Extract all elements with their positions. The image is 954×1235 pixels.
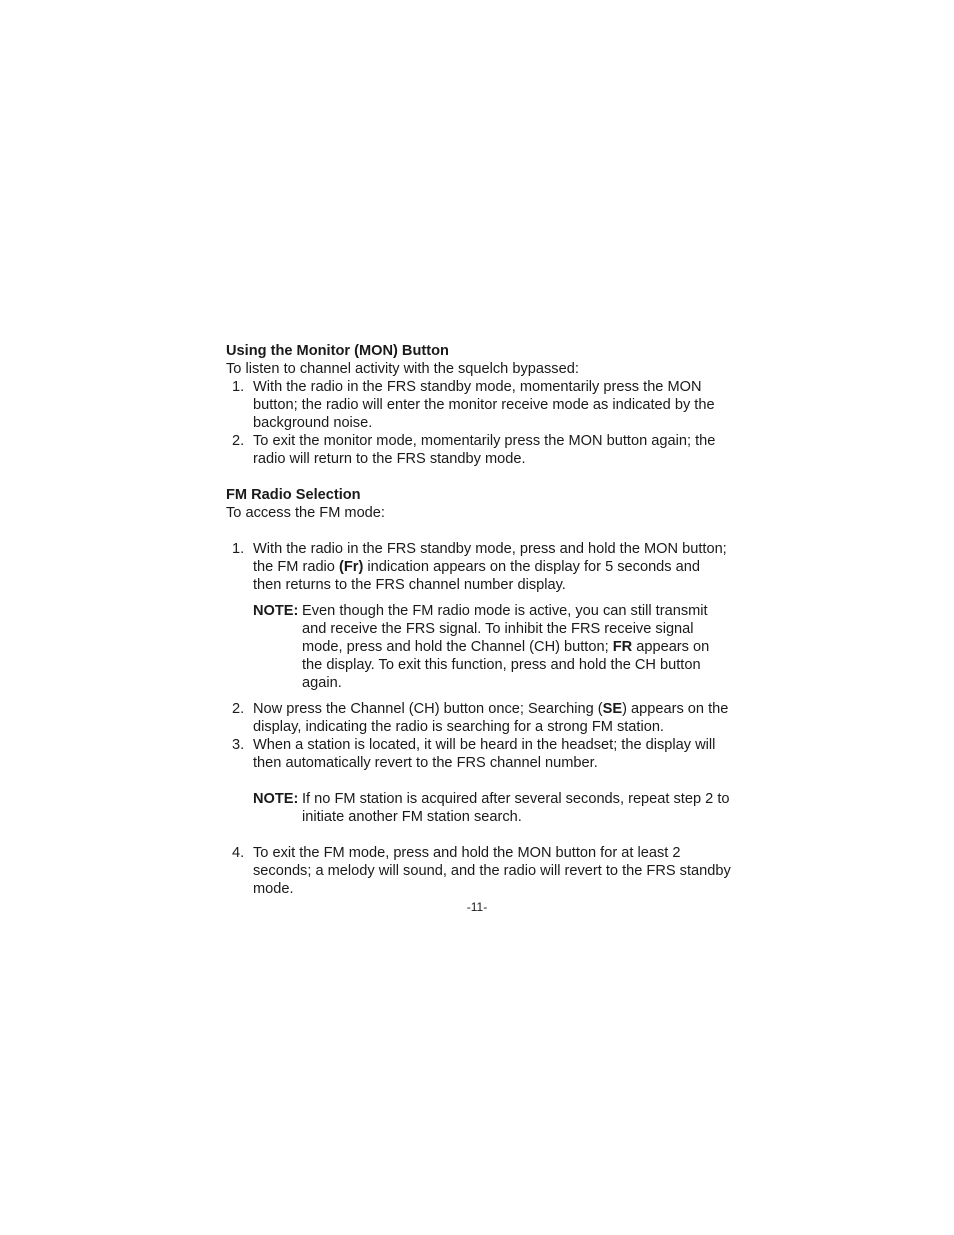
fr-display-code: FR (612, 639, 633, 655)
list-item (226, 736, 732, 772)
list-number: 2. (232, 433, 245, 449)
note-text: If no FM station is acquired after several seconds, repeat step 2 to initiate another FM station search. (302, 791, 730, 825)
se-display-code: SE (602, 701, 623, 717)
list-text: Now press the Channel (CH) button once; Searching (SE) appears on the display, indicating the radio is searching for a strong FM station. (253, 701, 729, 735)
list-item (226, 432, 732, 468)
intro-fm: To access the FM mode: (226, 505, 385, 521)
list-number: 1. (232, 541, 245, 557)
list-number: 4. (232, 845, 245, 861)
page-number: -11- (466, 900, 488, 914)
note-block (253, 790, 732, 826)
page-content (226, 342, 732, 898)
list-number: 2. (232, 701, 245, 717)
list-number: 1. (232, 379, 245, 395)
note-label: NOTE: (253, 791, 299, 807)
list-item (226, 844, 732, 898)
note-block (253, 602, 732, 692)
list-text: To exit the FM mode, press and hold the MON button for at least 2 seconds; a melody will sound, and the radio will revert to the FRS standby mode. (253, 845, 731, 897)
list-text: When a station is located, it will be heard in the headset; the display will then automatically revert to the FRS channel number. (253, 737, 716, 771)
heading-fm-radio: FM Radio Selection (226, 487, 361, 503)
intro-monitor: To listen to channel activity with the squelch bypassed: (226, 361, 579, 377)
fr-indicator: (Fr) (338, 559, 364, 575)
list-item (226, 700, 732, 736)
list-number: 3. (232, 737, 245, 753)
note-label: NOTE: (253, 603, 299, 619)
list-item (226, 378, 732, 432)
heading-monitor: Using the Monitor (MON) Button (226, 343, 449, 359)
note-text: Even though the FM radio mode is active, you can still transmit and receive the FRS signal. To inhibit the FRS receive signal mode, press and hold the Channel (CH) button; FR appears on the display. To exit this function, press and hold the CH button again. (302, 603, 710, 691)
list-text: To exit the monitor mode, momentarily press the MON button again; the radio will return to the FRS standby mode. (253, 433, 716, 467)
list-text: With the radio in the FRS standby mode, momentarily press the MON button; the radio will enter the monitor receive mode as indicated by the background noise. (253, 379, 715, 431)
list-text: With the radio in the FRS standby mode, press and hold the MON button; the FM radio (Fr) indication appears on the display for 5 seconds and then returns to the FRS channel number display. (253, 541, 727, 593)
list-item (226, 540, 732, 594)
